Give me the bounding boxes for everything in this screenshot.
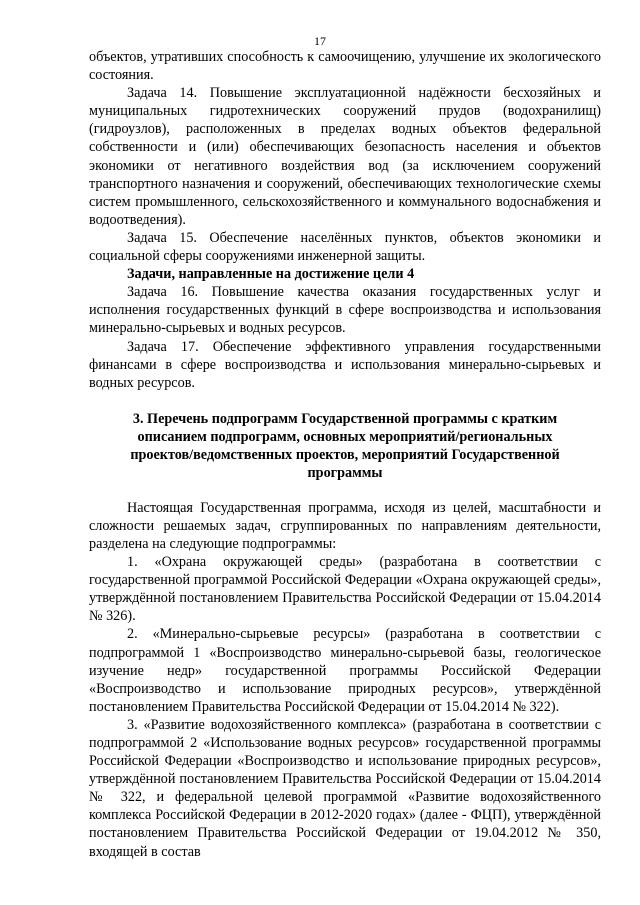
- task-16-paragraph: Задача 16. Повышение качества оказания государственных услуг и исполнения государственных функций в сфере воспроизводства и использования минерально-сырьевых и водных ресурсов.: [89, 284, 601, 337]
- subprogram-2-paragraph: 2. «Минерально-сырьевые ресурсы» (разработана в соответствии с подпрограммой 1 «Воспроизводство минерально-сырьевой базы, геологическое изучение недр» государственной программы Российской Федерации «Воспроизводство и использование природных ресурсов», утверждённой постановлением Правительства Российской Федерации от 15.04.2014 № 322).: [89, 626, 601, 715]
- paragraph-continuation: объектов, утративших способность к самоочищению, улучшение их экологического состояния.: [89, 49, 601, 84]
- subprogram-1-paragraph: 1. «Охрана окружающей среды» (разработана в соответствии с государственной программой Российской Федерации «Охрана окружающей среды», утверждённой постановлением Правительства Российской Федерации от 15.04.2014 № 326).: [89, 554, 601, 625]
- goal-4-subheading: Задачи, направленные на достижение цели 4: [127, 266, 415, 283]
- document-body: [89, 48, 601, 861]
- intro-paragraph: Настоящая Государственная программа, исходя из целей, масштабности и сложности решаемых задач, сгруппированных по направлениям деятельности, разделена на следующие подпрограммы:: [89, 499, 601, 552]
- task-14-paragraph: Задача 14. Повышение эксплуатационной надёжности бесхозяйных и муниципальных гидротехнических сооружений прудов (водохранилищ) (гидроузлов), расположенных в пределах водных объектов федеральной собственности и (или) обеспечивающих безопасность населения и объектов экономики от негативного воздействия вод (за исключением сооружений транспортного назначения и сооружений, обеспечивающих технологические схемы систем промышленного, сельскохозяйственного и коммунального водоснабжения и водоотведения).: [89, 85, 601, 228]
- page-number: 17: [314, 34, 326, 48]
- task-17-paragraph: Задача 17. Обеспечение эффективного управления государственными финансами в сфере воспроизводства и использования минерально-сырьевых и водных ресурсов.: [89, 338, 601, 391]
- subprogram-3-paragraph: 3. «Развитие водохозяйственного комплекса» (разработана в соответствии с подпрограммой 2 «Использование водных ресурсов» государственной программы Российской Федерации «Воспроизводство и использование природных ресурсов», утверждённой постановлением Правительства Российской Федерации от 15.04.2014 № 322, и федеральной целевой программой «Развитие водохозяйственного комплекса Российской Федерации в 2012-2020 годах» (далее - ФЦП), утверждённой постановлением Правительства Российской Федерации от 19.04.2012 № 350, входящей в состав: [89, 716, 601, 860]
- section-heading: 3. Перечень подпрограмм Государственной программы с кратким описанием подпрограмм, основных мероприятий/региональных проектов/ведомственных проектов, мероприятий Государственной программы: [130, 410, 560, 481]
- task-15-paragraph: Задача 15. Обеспечение населённых пунктов, объектов экономики и социальной сферы сооружениями инженерной защиты.: [89, 229, 601, 265]
